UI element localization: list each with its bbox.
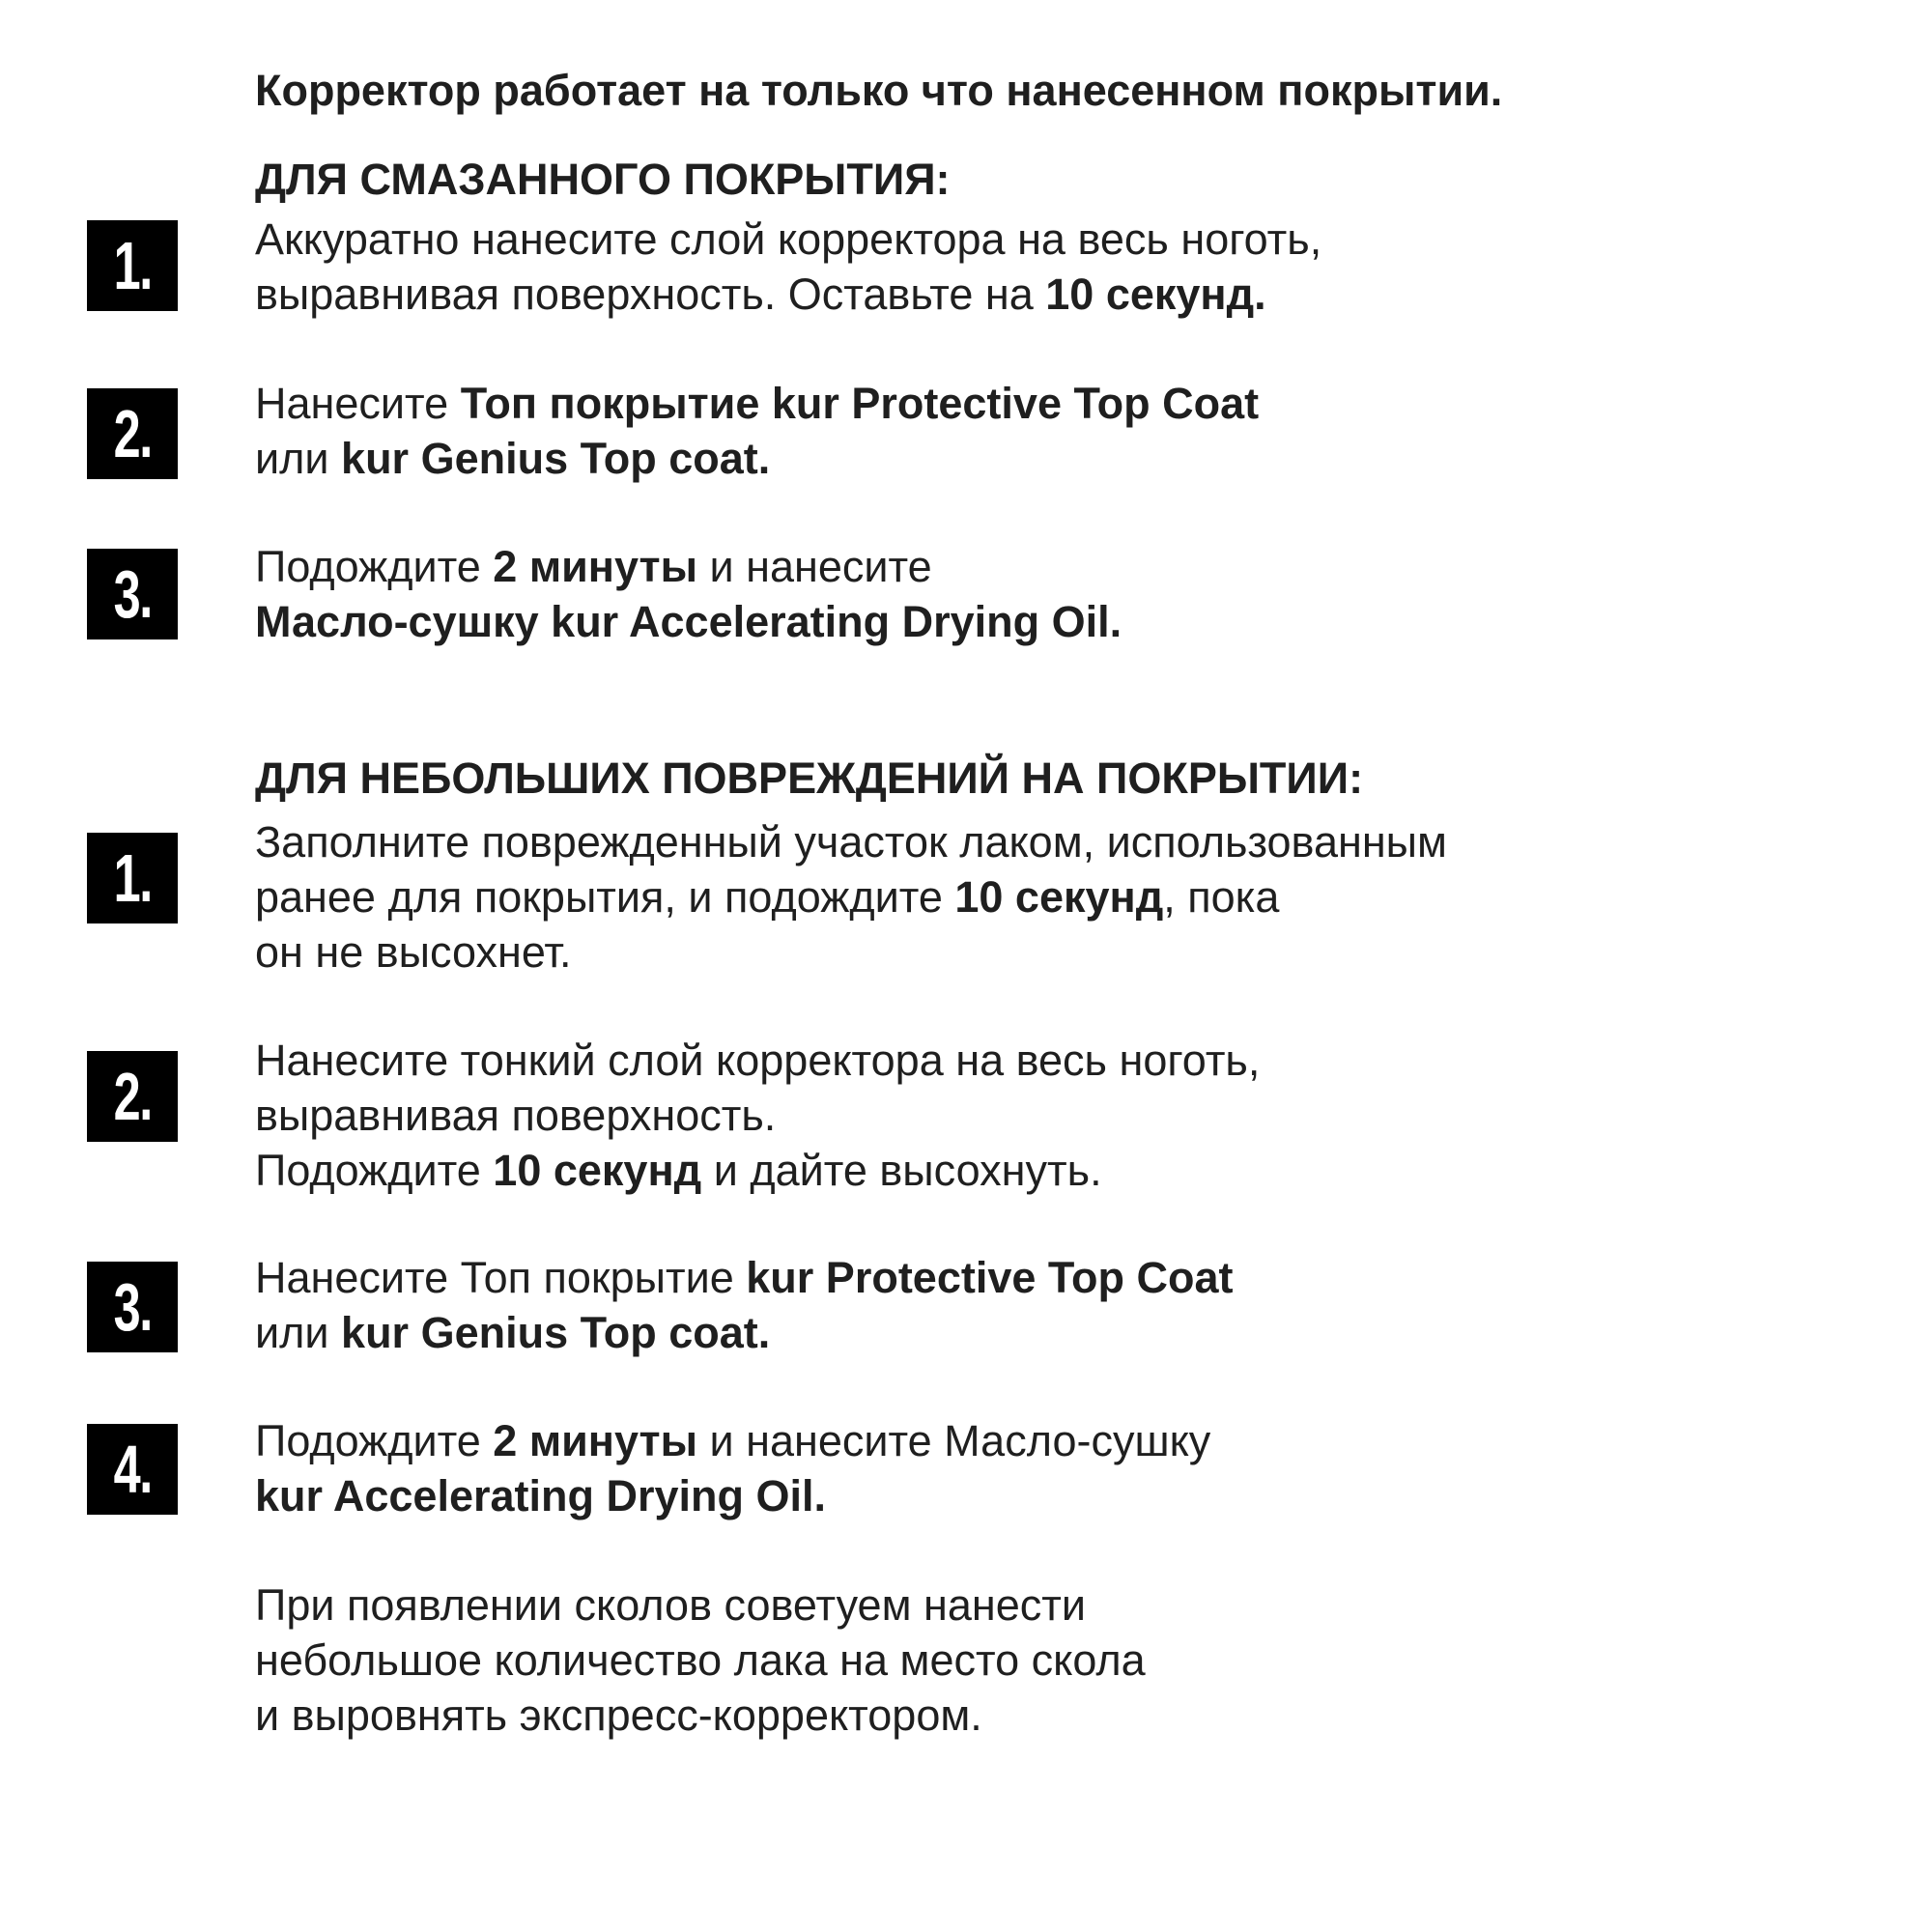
step-number-badge: 1.	[87, 220, 178, 311]
step-number-badge: 1.	[87, 833, 178, 923]
section-2-step-2-text: Нанесите тонкий слой корректора на весь ноготь, выравнивая поверхность. Подождите 10 секунд и дайте высохнуть.	[255, 1036, 1261, 1195]
step-number-badge: 3.	[87, 1262, 178, 1352]
step-number-badge: 2.	[87, 388, 178, 479]
section-2-step-3-text: Нанесите Топ покрытие kur Protective Top Coat или kur Genius Top coat.	[255, 1253, 1234, 1357]
step-number-badge: 3.	[87, 549, 178, 639]
section-1-step-3-text: Подождите 2 минуты и нанесите Масло-сушку kur Accelerating Drying Oil.	[255, 542, 1122, 646]
section-1-step-2-text: Нанесите Топ покрытие kur Protective Top Coat или kur Genius Top coat.	[255, 379, 1260, 483]
section-1-heading: ДЛЯ СМАЗАННОГО ПОКРЫТИЯ:	[255, 155, 951, 204]
step-number-badge: 2.	[87, 1051, 178, 1142]
section-2-step-1-text: Заполните поврежденный участок лаком, использованным ранее для покрытия, и подождите 10 секунд, пока он не высохнет.	[255, 817, 1447, 977]
step-number-badge: 4.	[87, 1424, 178, 1515]
intro-text: Корректор работает на только что нанесенном покрытии.	[255, 66, 1503, 115]
section-1-step-1-text: Аккуратно нанесите слой корректора на весь ноготь, выравнивая поверхность. Оставьте на 10 секунд.	[255, 214, 1322, 319]
outro-text: При появлении сколов советуем нанести небольшое количество лака на место скола и выровнять экспресс-корректором.	[255, 1580, 1146, 1740]
section-2-heading: ДЛЯ НЕБОЛЬШИХ ПОВРЕЖДЕНИЙ НА ПОКРЫТИИ:	[255, 753, 1364, 803]
section-2-step-4-text: Подождите 2 минуты и нанесите Масло-сушку kur Accelerating Drying Oil.	[255, 1416, 1211, 1520]
